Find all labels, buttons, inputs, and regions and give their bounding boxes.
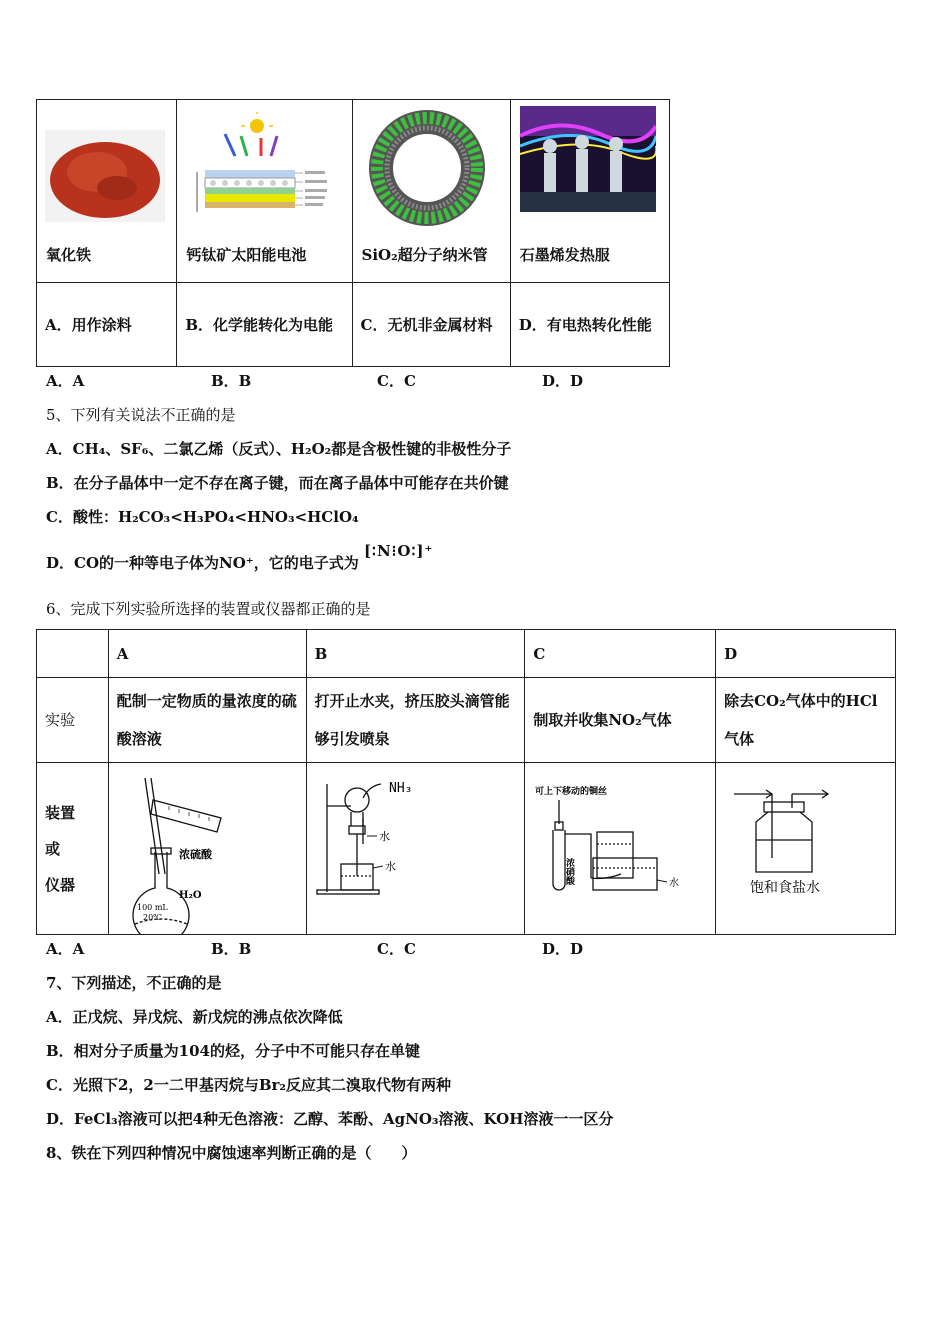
q4-cell-c <box>352 100 510 283</box>
q8-stem: 8、铁在下列四种情况中腐蚀速率判断正确的是（ ） <box>46 1144 417 1162</box>
q6-header-empty <box>37 630 109 678</box>
q4-table <box>36 99 670 367</box>
q4-option-d: D．有电热转化性能 <box>510 283 669 367</box>
q6-table <box>36 629 896 935</box>
fig-label: 浓硝酸 <box>564 857 575 885</box>
q5-option-b[interactable]: B．在分子晶体中一定不存在离子键，而在离子晶体中可能存在共价键 <box>46 474 509 492</box>
q6-experiment-c: 制取并收集NO₂气体 <box>525 678 716 763</box>
volumetric-flask-diagram <box>109 764 305 934</box>
q6-header-d: D <box>716 630 896 678</box>
q6-row-label-apparatus: 装置 或 仪器 <box>37 763 109 935</box>
q5-stem: 5、下列有关说法不正确的是 <box>46 406 236 424</box>
q7-option-b[interactable]: B．相对分子质量为104的烃，分子中不可能只存在单键 <box>46 1042 420 1060</box>
q6-experiment-b: 打开止水夹，挤压胶头滴管能够引发喷泉 <box>306 678 525 763</box>
answer-choice[interactable]: C．C <box>377 940 416 958</box>
q7-option-d[interactable]: D．FeCl₃溶液可以把4种无色溶液：乙醇、苯酚、AgNO₃溶液、KOH溶液一一区分 <box>46 1110 614 1128</box>
fig-label: 饱和食盐水 <box>750 879 821 896</box>
electron-formula: [∶N⁝O∶]⁺ <box>363 542 434 560</box>
q4-option-b: B．化学能转化为电能 <box>177 283 352 367</box>
answer-choice[interactable]: C．C <box>377 372 416 390</box>
q6-apparatus-b <box>306 763 525 935</box>
fig-label: 水 <box>384 859 396 873</box>
q7-stem: 7、下列描述，不正确的是 <box>46 974 222 992</box>
no2-collection-diagram <box>525 764 713 934</box>
q6-header-b: B <box>306 630 525 678</box>
q4-cell-d <box>510 100 669 283</box>
q5-option-c[interactable]: C．酸性：H₂CO₃<H₃PO₄<HNO₃<HClO₄ <box>46 508 359 526</box>
fig-label: 100 mL <box>136 902 168 912</box>
q4-item-name: 石墨烯发热服 <box>519 246 610 264</box>
answer-choice[interactable]: B．B <box>211 372 252 390</box>
answer-choice[interactable]: A．A <box>46 372 85 390</box>
q4-option-c: C．无机非金属材料 <box>352 283 510 367</box>
fountain-experiment-diagram <box>307 764 523 934</box>
q6-header-c: C <box>525 630 716 678</box>
iron-oxide-image <box>45 130 165 222</box>
q4-cell-b <box>177 100 352 283</box>
q6-apparatus-a <box>108 763 306 935</box>
solar-cell-diagram <box>185 112 335 222</box>
q4-option-a: A．用作涂料 <box>37 283 177 367</box>
q6-row-label-experiment: 实验 <box>37 678 109 763</box>
q6-header-a: A <box>108 630 306 678</box>
fig-label: H₂O <box>178 889 202 901</box>
q7-option-a[interactable]: A．正戊烷、异戊烷、新戊烷的沸点依次降低 <box>46 1008 343 1026</box>
fig-label: 可上下移动的铜丝 <box>535 786 608 797</box>
answer-choice[interactable]: A．A <box>46 940 85 958</box>
q6-experiment-a: 配制一定物质的量浓度的硫酸溶液 <box>108 678 306 763</box>
q5-option-d-text: D．CO的一种等电子体为NO⁺，它的电子式为 <box>46 554 359 572</box>
q5-option-d[interactable] <box>46 542 434 573</box>
answer-choice[interactable]: D．D <box>542 940 584 958</box>
q6-stem: 6、完成下列实验所选择的装置或仪器都正确的是 <box>46 600 371 618</box>
fig-label: 水 <box>378 829 390 843</box>
q4-item-name: 氧化铁 <box>46 246 92 264</box>
fig-label: NH₃ <box>388 780 413 796</box>
answer-choice[interactable]: B．B <box>211 940 252 958</box>
q4-item-name: 钙钛矿太阳能电池 <box>186 246 307 264</box>
q6-experiment-d: 除去CO₂气体中的HCl气体 <box>716 678 896 763</box>
fig-label: 浓硫酸 <box>178 847 212 861</box>
fig-label: 水 <box>669 877 680 889</box>
fig-label: 20℃ <box>142 912 162 922</box>
q5-option-a[interactable]: A．CH₄、SF₆、二氯乙烯（反式）、H₂O₂都是含极性键的非极性分子 <box>46 440 512 458</box>
q4-item-name: SiO₂超分子纳米管 <box>361 246 488 264</box>
q4-cell-a <box>37 100 177 283</box>
nanotube-image <box>365 106 489 230</box>
q7-option-c[interactable]: C．光照下2，2一二甲基丙烷与Br₂反应其二溴取代物有两种 <box>46 1076 451 1094</box>
q6-apparatus-c <box>525 763 716 935</box>
heated-clothing-image <box>520 106 656 212</box>
gas-wash-bottle-diagram <box>716 764 894 934</box>
q6-apparatus-d <box>716 763 896 935</box>
answer-choice[interactable]: D．D <box>542 372 584 390</box>
